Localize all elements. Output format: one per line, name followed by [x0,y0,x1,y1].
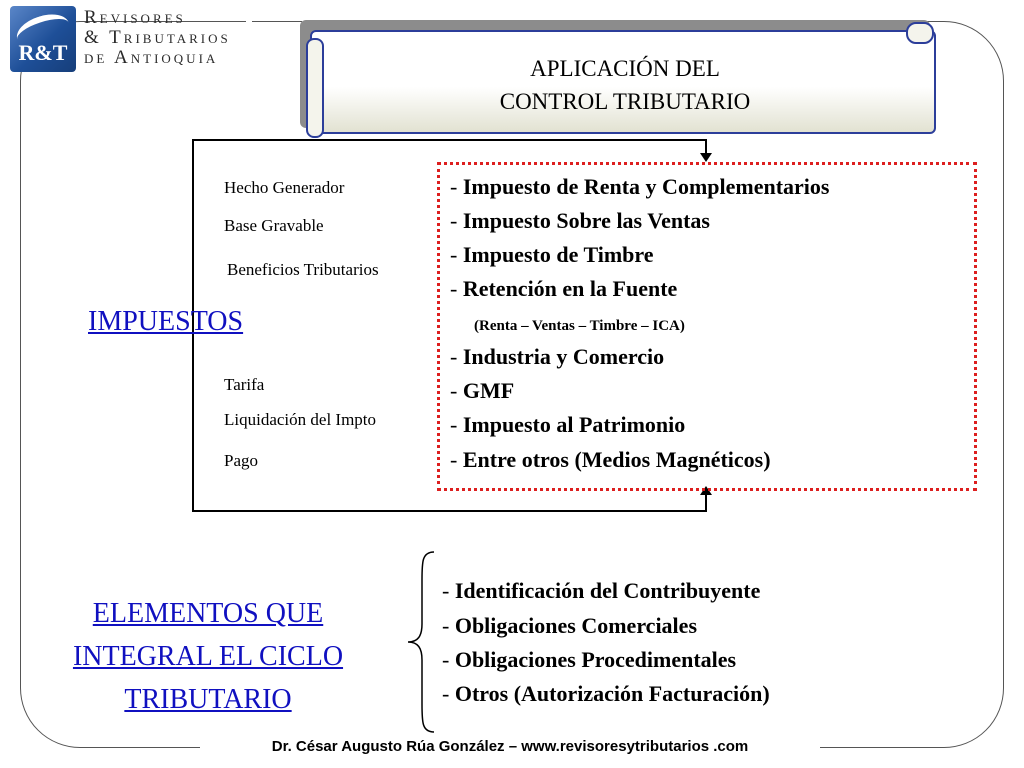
bullet: - [442,647,450,672]
slide-title [330,52,920,118]
ciclo-item [442,613,697,639]
ciclo-item [442,647,736,673]
tax-item [450,242,654,268]
connector-bottom [192,510,707,512]
header-rule [252,21,302,22]
tax-retencion: Retención en la Fuente [462,276,678,301]
logo-mark [10,6,76,72]
curly-brace-icon [404,550,436,734]
impuestos-heading: IMPUESTOS [88,306,244,337]
tax-timbre: Impuesto de Timbre [462,242,654,267]
scroll-roll-left [306,38,324,138]
bullet: - [442,578,450,603]
tax-item [450,344,664,370]
tax-item [450,378,514,404]
tax-item [450,208,710,234]
item-otros: Otros (Autorización Facturación) [454,681,770,706]
title-line-2: CONTROL TRIBUTARIO [499,89,751,114]
bullet: - [450,208,458,233]
tax-patrimonio: Impuesto al Patrimonio [462,412,686,437]
tax-item [450,412,685,438]
elementos-heading [10,592,406,721]
label-liquidacion: Liquidación del Impto [224,410,377,429]
bullet: - [450,242,458,267]
logo-line-1: Revisores [84,7,186,28]
bullet: - [450,174,458,199]
title-line-1: APLICACIÓN DEL [530,56,720,81]
item-comerciales: Obligaciones Comerciales [454,613,697,638]
label-base-gravable: Base Gravable [224,216,324,235]
bullet: - [450,344,458,369]
tax-gmf: GMF [462,378,515,403]
label-pago: Pago [224,451,258,470]
item-procedimentales: Obligaciones Procedimentales [454,647,737,672]
item-identificacion: Identificación del Contribuyente [454,578,761,603]
logo-mark-text: R&T [18,40,68,65]
connector-up [705,494,707,511]
label-hecho-generador: Hecho Generador [224,178,345,197]
company-logo [10,6,250,72]
tax-item [450,174,829,200]
bullet: - [442,613,450,638]
ciclo-item [442,681,770,707]
connector-top [192,139,707,141]
tax-ica: Industria y Comercio [462,344,665,369]
label-tarifa: Tarifa [224,375,265,394]
bullet: - [450,378,458,403]
label-beneficios-tributarios: Beneficios Tributarios [227,260,379,279]
bullet: - [450,412,458,437]
bullet: - [450,447,458,472]
logo-wordmark [84,8,231,68]
tax-ventas: Impuesto Sobre las Ventas [462,208,710,233]
retencion-note: (Renta – Ventas – Timbre – ICA) [474,318,685,334]
footer-credit: Dr. César Augusto Rúa González – www.revisoresytributarios .com [271,738,749,755]
tax-item [450,276,677,302]
logo-line-2: & Tributarios [84,27,231,48]
tax-renta: Impuesto de Renta y Complementarios [462,174,830,199]
scroll-roll-top [906,22,934,44]
tax-item [450,447,771,473]
bullet: - [442,681,450,706]
bullet: - [450,276,458,301]
ciclo-item [442,578,760,604]
elementos-line-3: TRIBUTARIO [124,684,292,715]
frame-gap [246,12,308,32]
elementos-line-2: INTEGRAL EL CICLO [72,641,344,672]
logo-line-3: de Antioquia [84,47,219,68]
tax-otros: Entre otros (Medios Magnéticos) [462,447,771,472]
elementos-line-1: ELEMENTOS QUE [92,598,324,629]
arrow-down-icon [700,153,712,162]
